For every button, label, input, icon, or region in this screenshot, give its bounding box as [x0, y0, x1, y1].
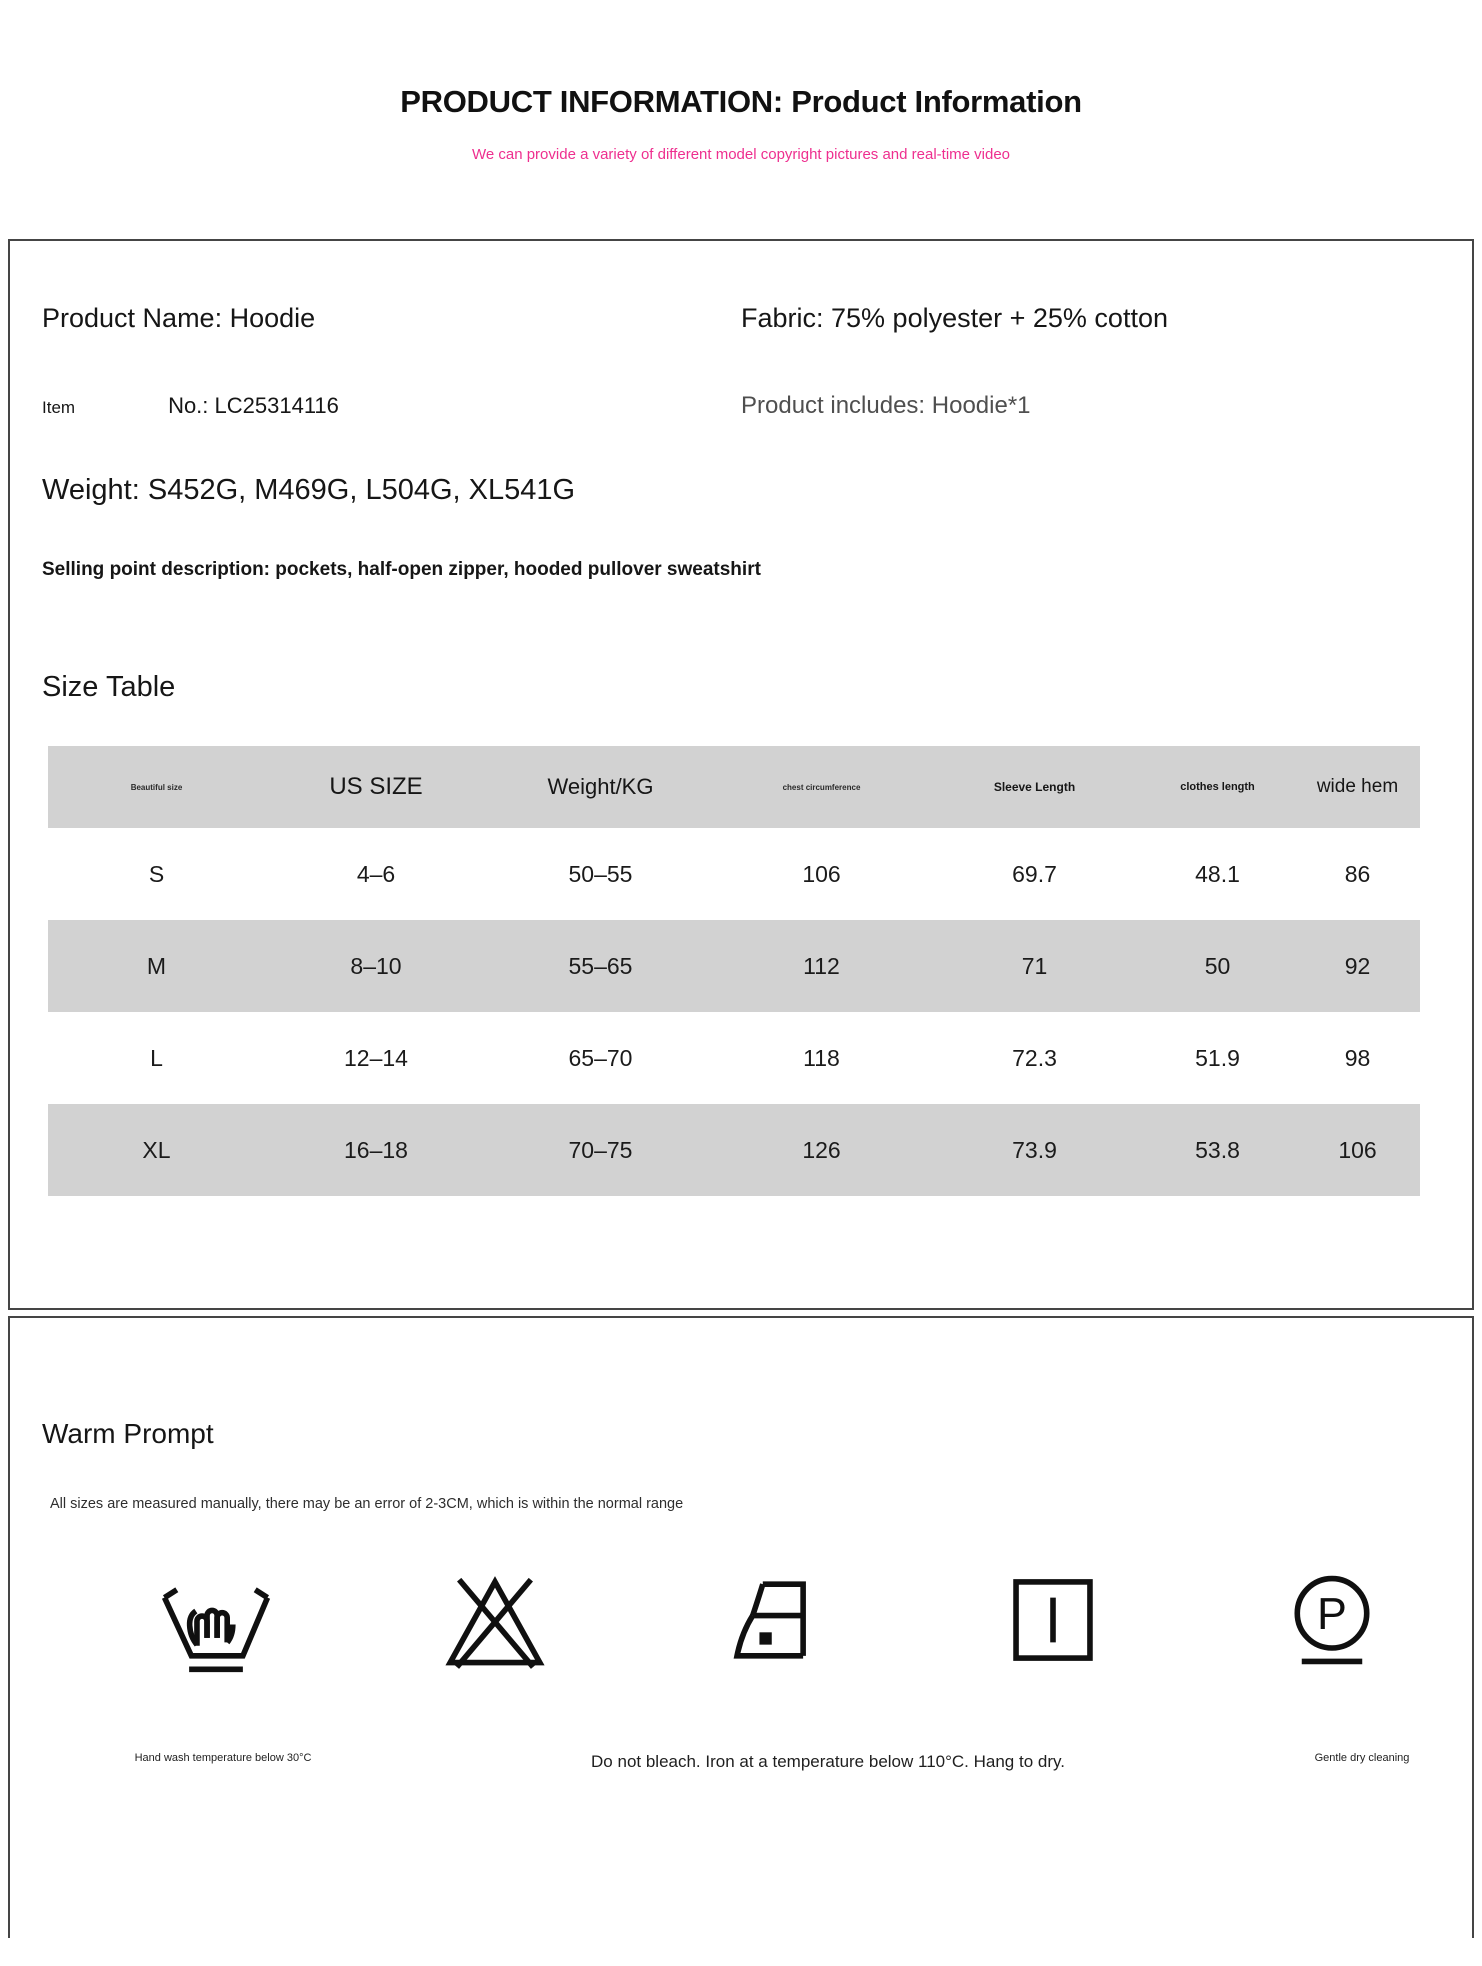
drip-dry-icon: [997, 1564, 1109, 1676]
bleach-iron-dry-caption: Do not bleach. Iron at a temperature below 110°C. Hang to dry.: [591, 1752, 1065, 1771]
table-row-s: S 4–6 50–55 106 69.7 48.1 86: [148, 860, 1371, 887]
item-number: No.: LC25314116: [168, 393, 339, 418]
page-title: PRODUCT INFORMATION: Product Information: [400, 84, 1082, 119]
product-includes: Product includes: Hoodie*1: [741, 392, 1031, 419]
size-table-heading: Size Table: [42, 671, 176, 703]
item-number-row: [42, 393, 741, 419]
svg-text:P: P: [1317, 1588, 1347, 1639]
page-subtitle: We can provide a variety of different model copyright pictures and real-time video: [471, 146, 1011, 163]
column-header-sleeve-length: Sleeve Length: [993, 780, 1076, 794]
product-weight: Weight: S452G, M469G, L504G, XL541G: [42, 474, 576, 506]
column-header-wide-hem: wide hem: [1316, 776, 1399, 797]
size-table-header-row: [48, 746, 1420, 828]
column-header-beautiful-size: Beautiful size: [130, 782, 183, 792]
item-label: Item: [42, 398, 76, 417]
size-table: [48, 746, 1420, 1196]
warm-prompt-heading: Warm Prompt: [42, 1418, 214, 1449]
iron-low-temperature-icon: [718, 1564, 830, 1676]
column-header-chest-circumference: chest circumference: [782, 782, 861, 792]
do-not-bleach-icon: [439, 1564, 551, 1676]
column-header-us-size: US SIZE: [329, 773, 423, 800]
table-row-m: M 8–10 55–65 112 71 50 92: [48, 920, 1420, 1012]
gentle-dry-cleaning-icon: [1276, 1564, 1388, 1676]
product-info-panel: [8, 239, 1474, 1310]
dry-clean-caption: Gentle dry cleaning: [1314, 1752, 1410, 1764]
warm-prompt-panel: [8, 1316, 1474, 1938]
hand-wash-icon: [160, 1564, 272, 1676]
table-row-xl: XL 16–18 70–75 126 73.9 53.8 106: [48, 1104, 1420, 1196]
column-header-weight-kg: Weight/KG: [547, 774, 654, 799]
product-name: Product Name: Hoodie: [42, 303, 316, 333]
fabric-info: Fabric: 75% polyester + 25% cotton: [741, 303, 1168, 333]
care-icons-row: [42, 1564, 1440, 1676]
warm-prompt-note: All sizes are measured manually, there may be an error of 2-3CM, which is within the normal range: [50, 1496, 684, 1512]
hand-wash-caption: Hand wash temperature below 30°C: [134, 1752, 312, 1764]
selling-point: Selling point description: pockets, half-open zipper, hooded pullover sweatshirt: [42, 559, 761, 580]
column-header-clothes-length: clothes length: [1180, 781, 1255, 793]
care-captions: [10, 1752, 1472, 1792]
table-row-l: L 12–14 65–70 118 72.3 51.9 98: [150, 1044, 1371, 1071]
